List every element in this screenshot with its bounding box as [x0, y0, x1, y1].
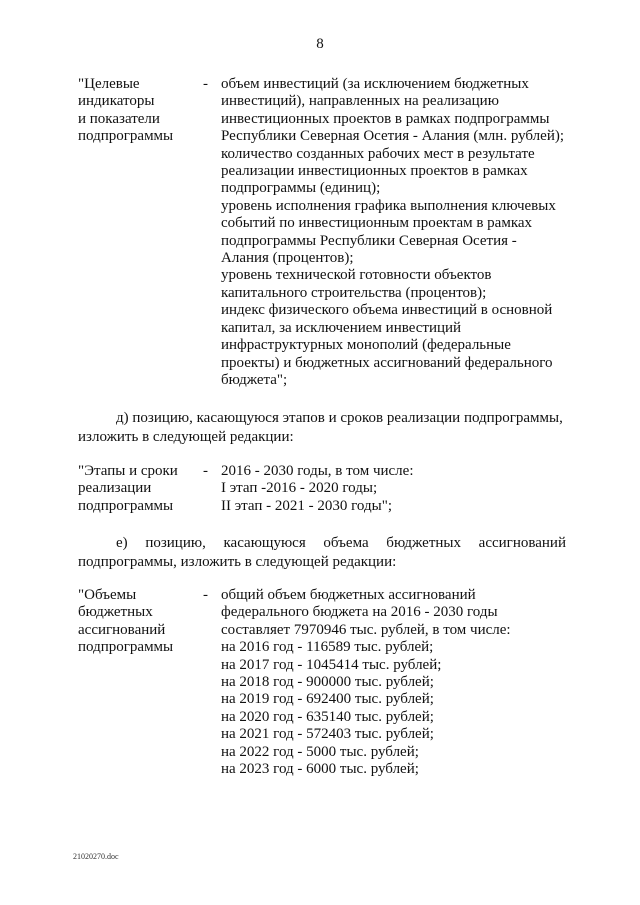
budget-dash: - — [203, 587, 208, 603]
indicators-desc-line: инвестиций), направленных на реализацию — [221, 93, 499, 110]
indicators-term-line: подпрограммы — [78, 128, 174, 145]
budget-description — [221, 587, 581, 778]
paragraph-e — [78, 534, 566, 572]
indicators-term — [78, 76, 198, 146]
indicators-desc-line: Алания (процентов); — [221, 250, 354, 267]
stages-description — [221, 463, 581, 515]
budget-desc-line: составляет 7970946 тыс. рублей, в том числе: — [221, 621, 511, 638]
budget-desc-line: на 2020 год - 635140 тыс. рублей; — [221, 708, 434, 725]
indicators-desc-line: уровень исполнения графика выполнения ключевых — [221, 197, 556, 214]
indicators-dash: - — [203, 76, 208, 92]
budget-desc-line: на 2021 год - 572403 тыс. рублей; — [221, 726, 434, 743]
budget-desc-line: на 2019 год - 692400 тыс. рублей; — [221, 691, 434, 708]
indicators-desc-line: капитального строительства (процентов); — [221, 284, 487, 301]
stages-desc-line: I этап -2016 - 2020 годы; — [221, 480, 378, 497]
budget-term-line: "Объемы — [78, 587, 137, 603]
paragraph-d-line: изложить в следующей редакции: — [78, 429, 294, 445]
stages-desc-line: II этап - 2021 - 2030 годы"; — [221, 497, 392, 514]
indicators-desc-line: бюджета"; — [221, 371, 288, 388]
paragraph-e-line: е) позицию, касающуюся объема бюджетных ассигнований — [116, 535, 566, 551]
indicators-desc-line: количество созданных рабочих мест в результате — [221, 145, 535, 162]
budget-desc-line: на 2022 год - 5000 тыс. рублей; — [221, 743, 419, 760]
indicators-desc-line: инфраструктурных монополий (федеральные — [221, 337, 511, 354]
paragraph-e-line: подпрограммы, изложить в следующей редакции: — [78, 554, 397, 570]
stages-dash: - — [203, 463, 208, 479]
footer-file-name: 21020270.doc — [73, 852, 119, 861]
budget-term-line: ассигнований — [78, 621, 166, 638]
indicators-description — [221, 76, 581, 389]
indicators-desc-line: событий по инвестиционным проектам в рамках — [221, 215, 533, 232]
budget-term — [78, 587, 198, 657]
budget-desc-line: на 2018 год - 900000 тыс. рублей; — [221, 674, 434, 691]
budget-desc-line: на 2016 год - 116589 тыс. рублей; — [221, 639, 434, 656]
indicators-desc-line: подпрограммы Республики Северная Осетия - — [221, 232, 517, 249]
stages-desc-line: 2016 - 2030 годы, в том числе: — [221, 463, 414, 479]
budget-desc-line: федерального бюджета на 2016 - 2030 годы — [221, 604, 498, 621]
stages-term-line: "Этапы и сроки — [78, 463, 178, 479]
indicators-desc-line: инвестиционных проектов в рамках подпрограммы — [221, 110, 550, 127]
budget-desc-line: общий объем бюджетных ассигнований — [221, 587, 476, 603]
indicators-desc-line: подпрограммы (единиц); — [221, 180, 381, 197]
indicators-term-line: "Целевые — [78, 76, 140, 92]
indicators-desc-line: уровень технической готовности объектов — [221, 267, 492, 284]
indicators-desc-line: индекс физического объема инвестиций в основной — [221, 302, 553, 319]
page-number: 8 — [316, 36, 324, 52]
indicators-desc-line: Республики Северная Осетия - Алания (млн. рублей); — [221, 128, 565, 145]
budget-desc-line: на 2023 год - 6000 тыс. рублей; — [221, 761, 419, 778]
budget-term-line: бюджетных — [78, 604, 153, 621]
paragraph-d-line: д) позицию, касающуюся этапов и сроков реализации подпрограммы, — [116, 410, 563, 426]
paragraph-d — [78, 409, 566, 447]
indicators-desc-line: проекты) и бюджетных ассигнований федерального — [221, 354, 553, 371]
stages-term-line: реализации — [78, 480, 152, 497]
indicators-term-line: и показатели — [78, 110, 160, 127]
budget-term-line: подпрограммы — [78, 639, 174, 656]
budget-desc-line: на 2017 год - 1045414 тыс. рублей; — [221, 656, 442, 673]
stages-term — [78, 463, 198, 515]
indicators-term-line: индикаторы — [78, 93, 155, 110]
indicators-desc-line: реализации инвестиционных проектов в рамках — [221, 163, 528, 180]
indicators-desc-line: капитал, за исключением инвестиций — [221, 319, 462, 336]
stages-term-line: подпрограммы — [78, 497, 174, 514]
indicators-desc-line: объем инвестиций (за исключением бюджетных — [221, 76, 529, 92]
